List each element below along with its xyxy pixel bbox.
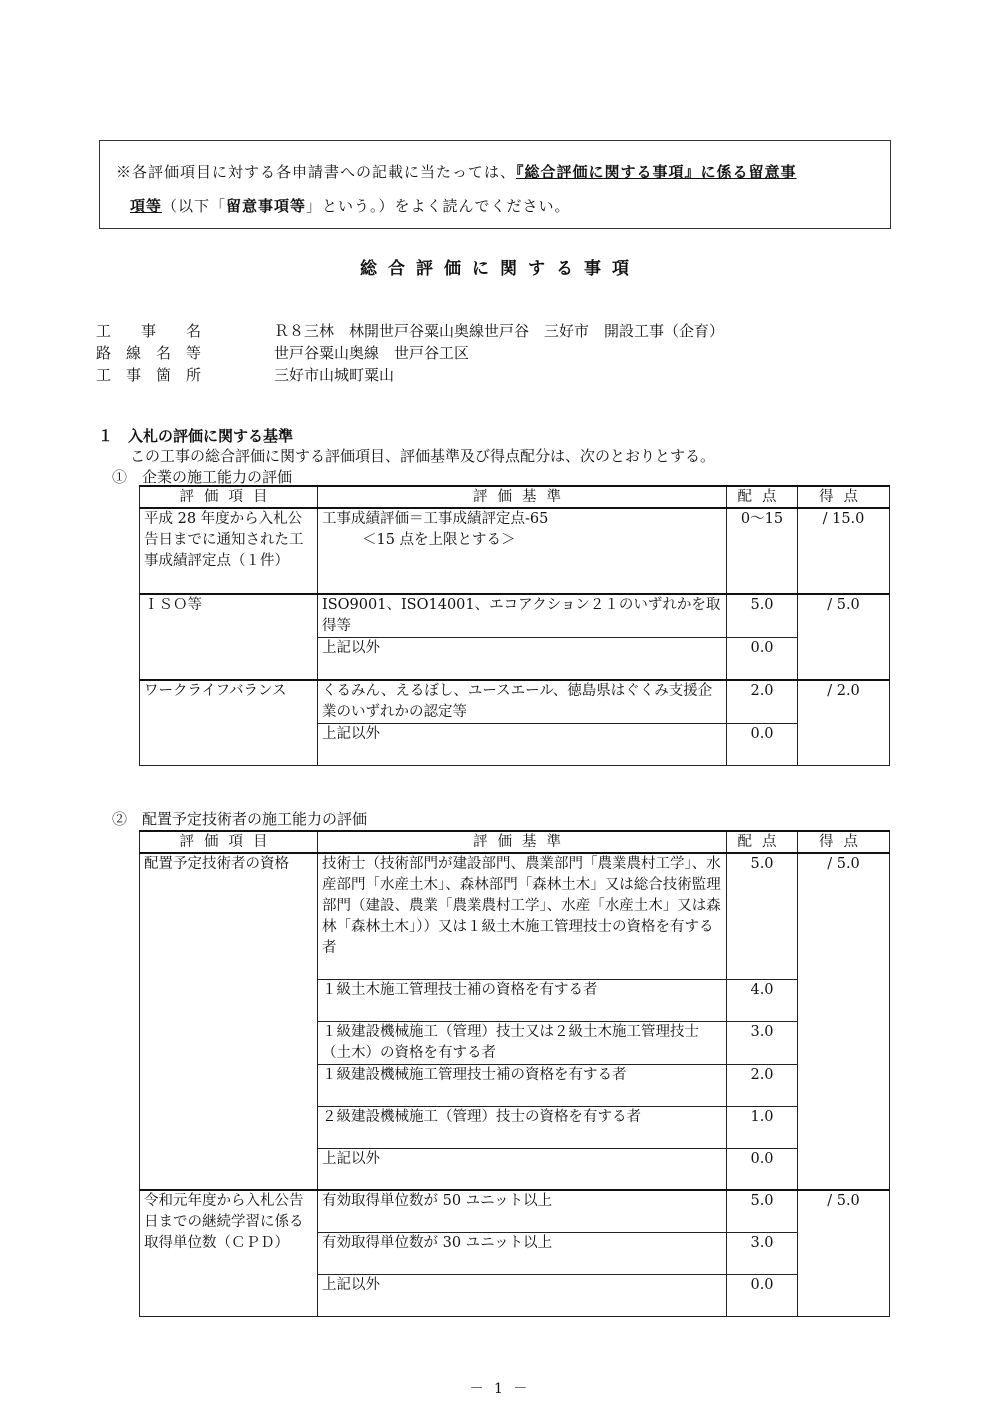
notice-box <box>99 140 891 229</box>
eval-item: 平成 28 年度から入札公告日までに通知された工事成績評定点（１件） <box>140 508 318 594</box>
header-points: 配点 <box>727 486 798 508</box>
eval-item: ＩＳＯ等 <box>140 594 318 680</box>
eval-criteria: １級土木施工管理技士補の資格を有する者 <box>318 979 727 1021</box>
table-company-evaluation <box>139 485 890 766</box>
info-key: 工 事 箇 所 <box>96 366 202 384</box>
points-value: 2.0 <box>727 1064 798 1106</box>
info-key: 路 線 名 等 <box>96 344 202 362</box>
points-value: 5.0 <box>727 853 798 979</box>
header-criteria: 評価基準 <box>318 831 727 853</box>
criteria-note: ＜15 点を上限とする＞ <box>362 532 516 548</box>
header-item: 評価項目 <box>140 486 318 508</box>
score-value: / 5.0 <box>798 594 890 680</box>
table-row <box>140 508 890 594</box>
eval-criteria: 上記以外 <box>318 1148 727 1190</box>
eval-criteria: くるみん、えるぼし、ユースエール、徳島県はぐくみ支援企業のいずれかの認定等 <box>318 680 727 724</box>
notice-emphasis: 『総合評価に関する事項』に係る留意事 <box>516 163 797 181</box>
section-heading: １ 入札の評価に関する基準 <box>98 427 294 445</box>
points-value: 5.0 <box>727 594 798 638</box>
points-value: 3.0 <box>727 1021 798 1064</box>
points-value: 4.0 <box>727 979 798 1021</box>
points-value: 3.0 <box>727 1232 798 1274</box>
notice-text: （以下「 <box>162 197 227 215</box>
notice-line-2 <box>116 189 890 223</box>
table1-caption: ① 企業の施工能力の評価 <box>112 468 293 486</box>
points-value: 1.0 <box>727 1106 798 1148</box>
table2-caption: ② 配置予定技術者の施工能力の評価 <box>112 810 368 828</box>
info-key: 工 事 名 <box>96 322 202 340</box>
table-engineer-evaluation <box>139 830 890 1317</box>
info-row-location <box>96 364 394 385</box>
eval-criteria: 上記以外 <box>318 638 727 680</box>
table-row <box>140 1190 890 1232</box>
score-value: / 5.0 <box>798 853 890 1190</box>
eval-item: 令和元年度から入札公告日までの継続学習に係る取得単位数（ＣＰＤ） <box>140 1190 318 1316</box>
points-value: 0.0 <box>727 1148 798 1190</box>
info-row-route <box>96 342 469 363</box>
notice-text: ※各評価項目に対する各申請書への記載に当たっては、 <box>116 163 517 181</box>
info-row-project-name <box>96 320 724 341</box>
eval-criteria: 有効取得単位数が 50 ユニット以上 <box>318 1190 727 1232</box>
table-row <box>140 680 890 724</box>
eval-criteria: １級建設機械施工管理技士補の資格を有する者 <box>318 1064 727 1106</box>
eval-criteria: 上記以外 <box>318 1274 727 1316</box>
header-score: 得点 <box>798 486 890 508</box>
points-value: 0.0 <box>727 638 798 680</box>
header-criteria: 評価基準 <box>318 486 727 508</box>
notice-line-1 <box>116 155 890 189</box>
points-value: 0.0 <box>727 1274 798 1316</box>
eval-criteria: 有効取得単位数が 30 ユニット以上 <box>318 1232 727 1274</box>
eval-criteria: ISO9001、ISO14001、エコアクション２１のいずれかを取得等 <box>318 594 727 638</box>
notice-emphasis: 留意事項等 <box>226 197 307 215</box>
table-header-row <box>140 486 890 508</box>
points-value: 0～15 <box>727 508 798 594</box>
section-intro: この工事の総合評価に関する評価項目、評価基準及び得点配分は、次のとおりとする。 <box>130 447 716 465</box>
eval-criteria: ２級建設機械施工（管理）技士の資格を有する者 <box>318 1106 727 1148</box>
info-value: Ｒ８三林 林開世戸谷粟山奥線世戸谷 三好市 開設工事（企育） <box>274 322 725 340</box>
score-value: / 5.0 <box>798 1190 890 1316</box>
eval-criteria: 技術士（技術部門が建設部門、農業部門「農業農村工学」、水産部門「水産土木」、森林部門「森林土木」又は総合技術監理部門（建設、農業「農業農村工学」、水産「水産土木」又は森林「森林土木」））又は１級土木施工管理技士の資格を有する者 <box>318 853 727 979</box>
header-item: 評価項目 <box>140 831 318 853</box>
score-value: / 15.0 <box>798 508 890 594</box>
points-value: 2.0 <box>727 680 798 724</box>
page-title: 総合評価に関する事項 <box>360 259 640 279</box>
eval-item: 配置予定技術者の資格 <box>140 853 318 1190</box>
info-value: 世戸谷粟山奥線 世戸谷工区 <box>274 344 470 362</box>
table-row <box>140 594 890 638</box>
header-score: 得点 <box>798 831 890 853</box>
eval-criteria: 上記以外 <box>318 724 727 766</box>
points-value: 5.0 <box>727 1190 798 1232</box>
notice-emphasis: 項等 <box>130 197 163 215</box>
criteria-text: 工事成績評価＝工事成績評定点-65 <box>322 511 549 527</box>
table-row <box>140 853 890 979</box>
info-value: 三好市山城町粟山 <box>274 366 395 384</box>
header-points: 配点 <box>727 831 798 853</box>
score-value: / 2.0 <box>798 680 890 766</box>
page-number: － 1 － <box>469 1381 531 1397</box>
table-header-row <box>140 831 890 853</box>
eval-item: ワークライフバランス <box>140 680 318 766</box>
points-value: 0.0 <box>727 724 798 766</box>
notice-text: 」という。）をよく読んでください。 <box>306 197 571 215</box>
eval-criteria <box>318 508 727 594</box>
eval-criteria: １級建設機械施工（管理）技士又は２級土木施工管理技士（土木）の資格を有する者 <box>318 1021 727 1064</box>
